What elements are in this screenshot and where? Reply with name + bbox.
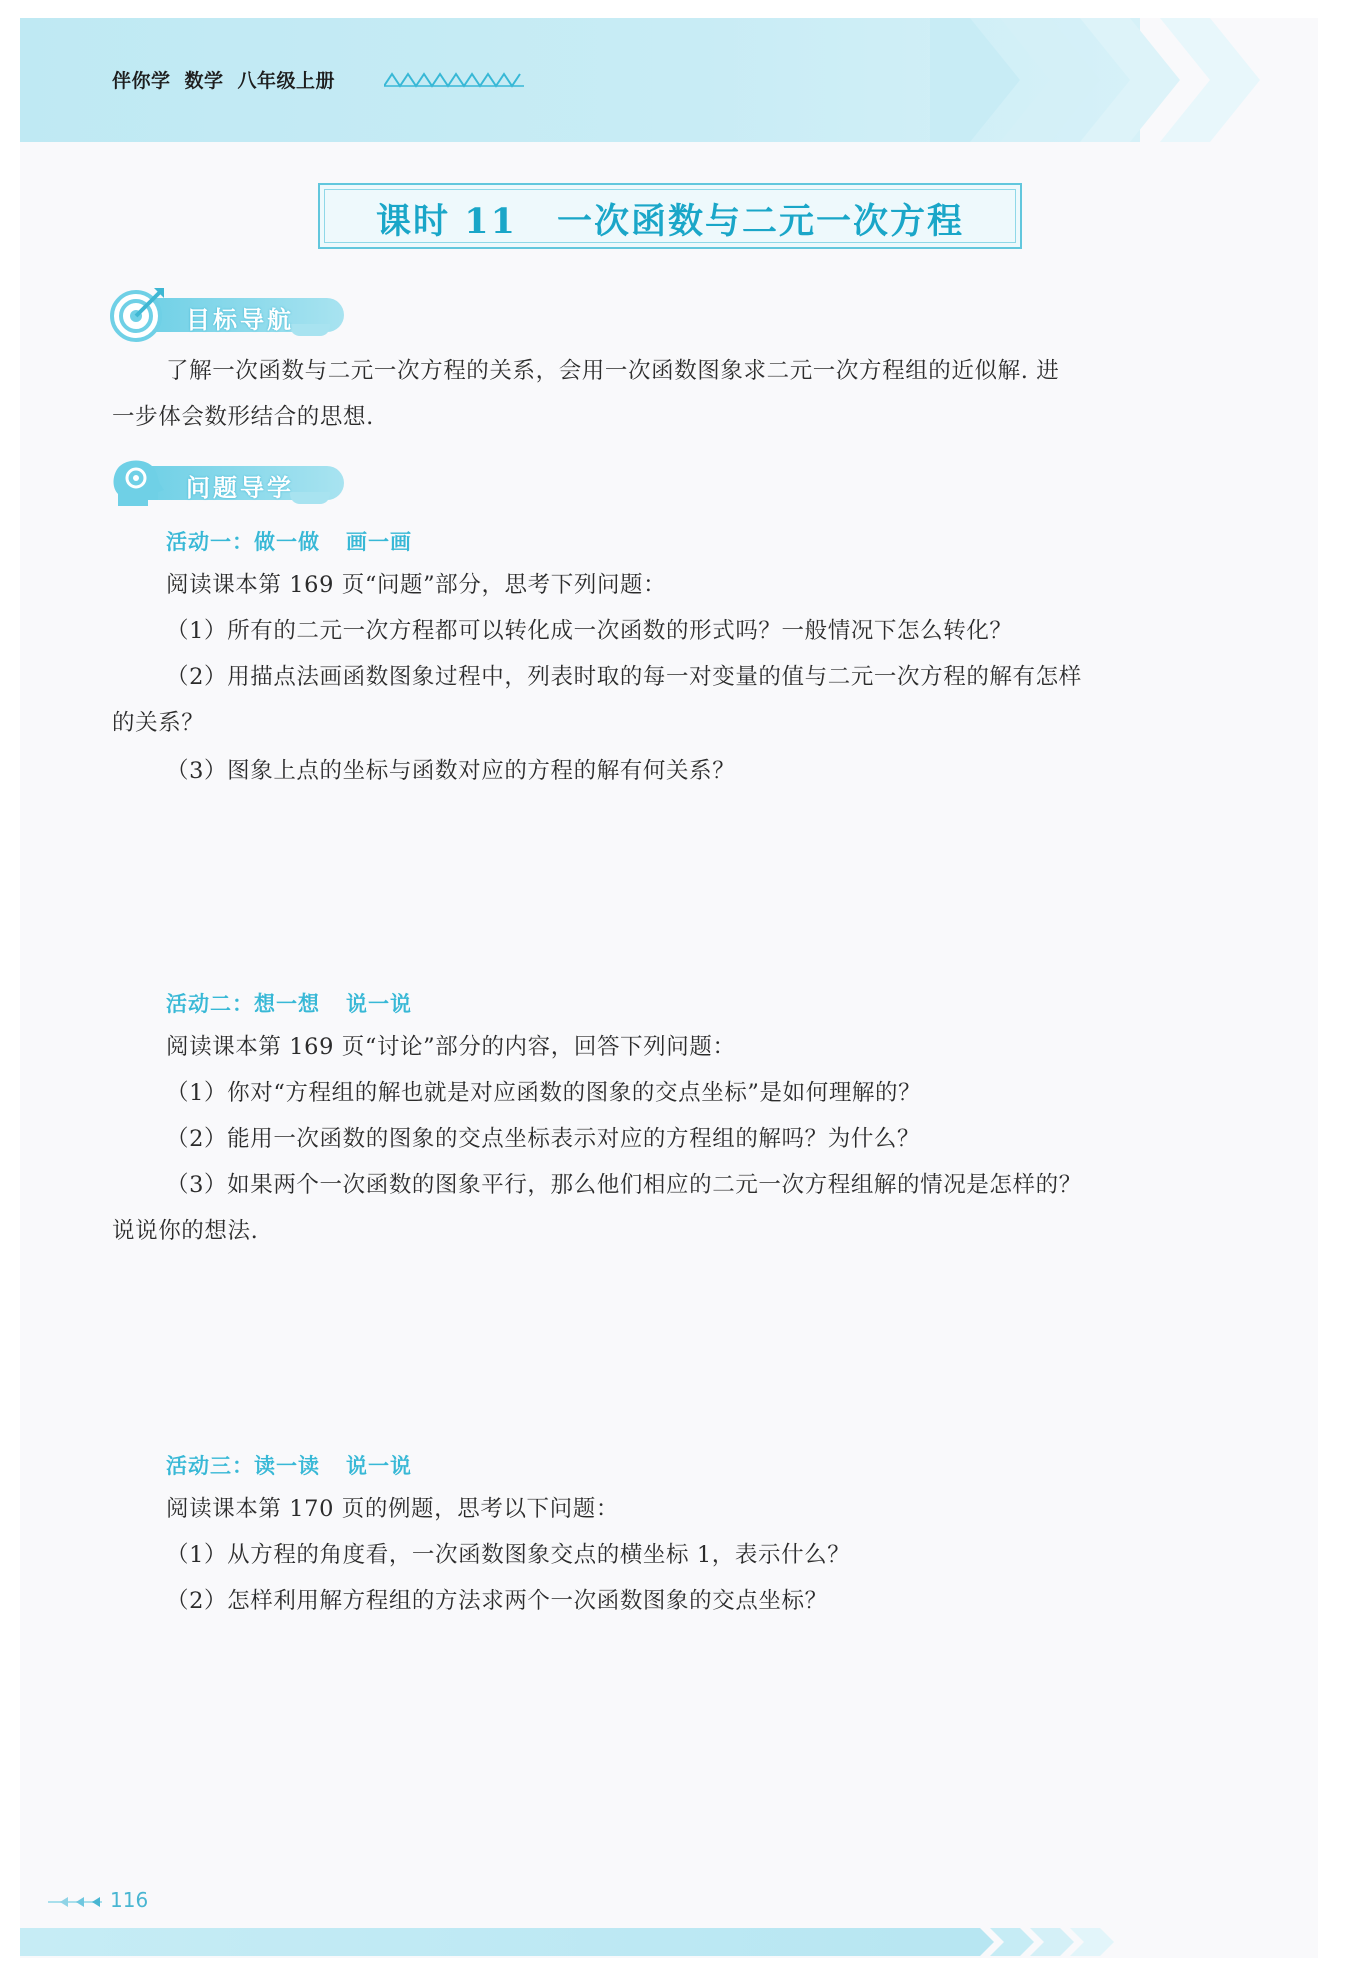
activity-3-intro: 阅读课本第 170 页的例题，思考以下问题： <box>166 1496 619 1522</box>
header-subject: 数学 <box>184 70 224 92</box>
guide-section-header <box>110 452 350 510</box>
activity-1-question-2-cont: 的关系？ <box>112 710 205 736</box>
activity-3-question-2: （2）怎样利用解方程组的方法求两个一次函数图象的交点坐标？ <box>166 1588 828 1614</box>
target-icon <box>110 286 166 342</box>
activity-2-question-3-cont: 说说你的想法. <box>112 1218 259 1244</box>
activity-2-question-1: （1）你对“方程组的解也就是对应函数的图象的交点坐标”是如何理解的？ <box>166 1080 922 1106</box>
page-arrows-icon <box>48 1896 104 1908</box>
lesson-title <box>320 194 1020 244</box>
page-number: 116 <box>110 1888 149 1912</box>
header-title <box>112 66 335 93</box>
footer-banner <box>20 1928 980 1956</box>
lesson-name: 一次函数与二元一次方程 <box>556 201 964 242</box>
activity-2-title: 活动二：想一想 说一说 <box>166 992 412 1016</box>
activity-1-title: 活动一：做一做 画一画 <box>166 530 412 554</box>
activity-1-question-1: （1）所有的二元一次方程都可以转化成一次函数的形式吗？一般情况下怎么转化？ <box>166 618 1013 644</box>
activity-1-intro: 阅读课本第 169 页“问题”部分，思考下列问题： <box>166 572 667 598</box>
activity-2-question-3: （3）如果两个一次函数的图象平行，那么他们相应的二元一次方程组解的情况是怎样的？ <box>166 1172 1082 1198</box>
footer-chevrons-decoration <box>950 1928 1310 1956</box>
head-gear-icon <box>110 454 166 510</box>
lesson-title-box <box>318 183 1022 249</box>
goal-text-line1: 了解一次函数与二元一次方程的关系，会用一次函数图象求二元一次方程组的近似解. 进 <box>166 358 1060 384</box>
zigzag-icon <box>384 70 524 88</box>
goal-section-header <box>110 284 350 342</box>
activity-2-question-2: （2）能用一次函数的图象的交点坐标表示对应的方程组的解吗？为什么？ <box>166 1126 921 1152</box>
goal-section-label: 目标导航 <box>186 306 294 334</box>
guide-section-label: 问题导学 <box>186 474 294 502</box>
header-chevrons-decoration <box>930 18 1330 142</box>
activity-3-title: 活动三：读一读 说一说 <box>166 1454 412 1478</box>
activity-3-question-1: （1）从方程的角度看，一次函数图象交点的横坐标 1，表示什么？ <box>166 1542 851 1568</box>
activity-2-intro: 阅读课本第 169 页“讨论”部分的内容，回答下列问题： <box>166 1034 736 1060</box>
header-grade: 八年级上册 <box>237 70 336 92</box>
activity-1-question-2: （2）用描点法画函数图象过程中，列表时取的每一对变量的值与二元一次方程的解有怎样 <box>166 664 1082 690</box>
header-brand: 伴你学 <box>112 70 171 92</box>
lesson-number: 课时 11 <box>376 201 517 242</box>
goal-text-line2: 一步体会数形结合的思想. <box>112 404 374 430</box>
activity-1-question-3: （3）图象上点的坐标与函数对应的方程的解有何关系？ <box>166 758 736 784</box>
